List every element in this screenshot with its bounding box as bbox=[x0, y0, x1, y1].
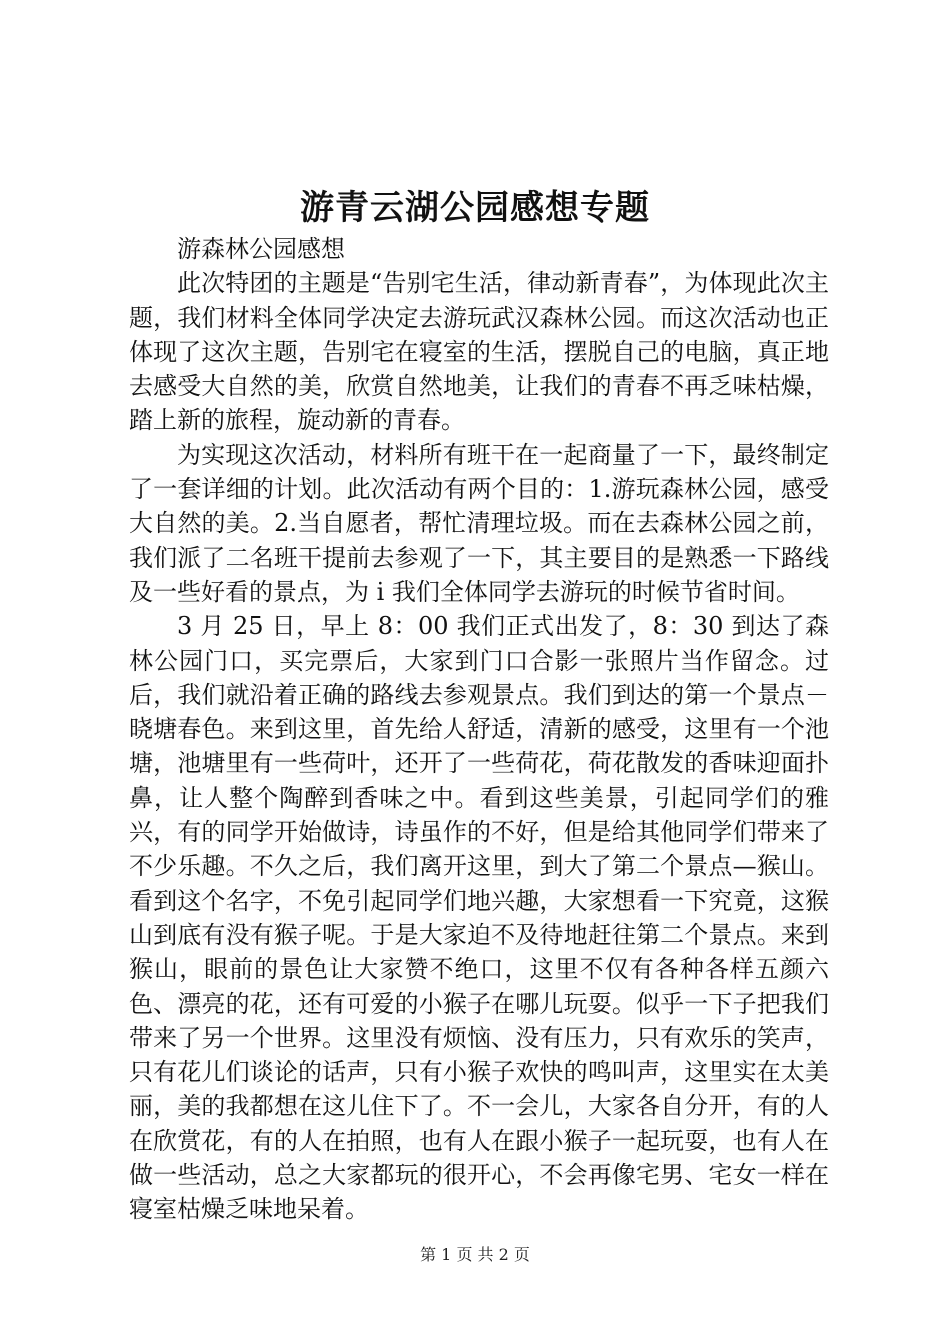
document-title: 游青云湖公园感想专题 bbox=[300, 188, 650, 228]
document-body bbox=[129, 232, 829, 1227]
body-paragraph: 为实现这次活动，材料所有班干在一起商量了一下，最终制定了一套详细的计划。此次活动有两个目的：1.游玩森林公园，感受大自然的美。2.当自愿者，帮忙清理垃圾。而在去森林公园之前，我们派了二名班干提前去参观了一下，其主要目的是熟悉一下路线及一些好看的景点，为 i 我们全体同学去游玩的时候节省时间。 bbox=[129, 440, 829, 606]
body-paragraph: 3 月 25 日，早上 8：00 我们正式出发了，8：30 到达了森林公园门口，买完票后，大家到门口合影一张照片当作留念。过后，我们就沿着正确的路线去参观景点。我们到达的第一个景点－晓塘春色。来到这里，首先给人舒适，清新的感受，这里有一个池塘，池塘里有一些荷叶，还开了一些荷花，荷花散发的香味迎面扑鼻，让人整个陶醉到香味之中。看到这些美景，引起同学们的雅兴，有的同学开始做诗，诗虽作的不好，但是给其他同学们带来了不少乐趣。不久之后，我们离开这里，到大了第二个景点—猴山。看到这个名字，不免引起同学们地兴趣，大家想看一下究竟，这猴山到底有没有猴子呢。于是大家迫不及待地赶往第二个景点。来到猴山，眼前的景色让大家赞不绝口，这里不仅有各种各样五颜六色、漂亮的花，还有可爱的小猴子在哪儿玩耍。似乎一下子把我们带来了另一个世界。这里没有烦恼、没有压力，只有欢乐的笑声，只有花儿们谈论的话声，只有小猴子欢快的鸣叫声，这里实在太美丽，美的我都想在这儿住下了。不一会儿，大家各自分开，有的人在欣赏花，有的人在拍照，也有人在跟小猴子一起玩耍，也有人在做一些活动，总之大家都玩的很开心，不会再像宅男、宅女一样在寝室枯燥乏味地呆着。 bbox=[129, 612, 829, 1224]
body-paragraph: 此次特团的主题是“告别宅生活，律动新青春”，为体现此次主题，我们材料全体同学决定去游玩武汉森林公园。而这次活动也正体现了这次主题，告别宅在寝室的生活，摆脱自己的电脑，真正地去感受大自然的美，欣赏自然地美，让我们的青春不再乏味枯燥，踏上新的旅程，旋动新的青春。 bbox=[129, 269, 829, 435]
page-footer: 第 1 页 共 2 页 bbox=[420, 1245, 530, 1264]
section-heading: 游森林公园感想 bbox=[177, 235, 345, 263]
